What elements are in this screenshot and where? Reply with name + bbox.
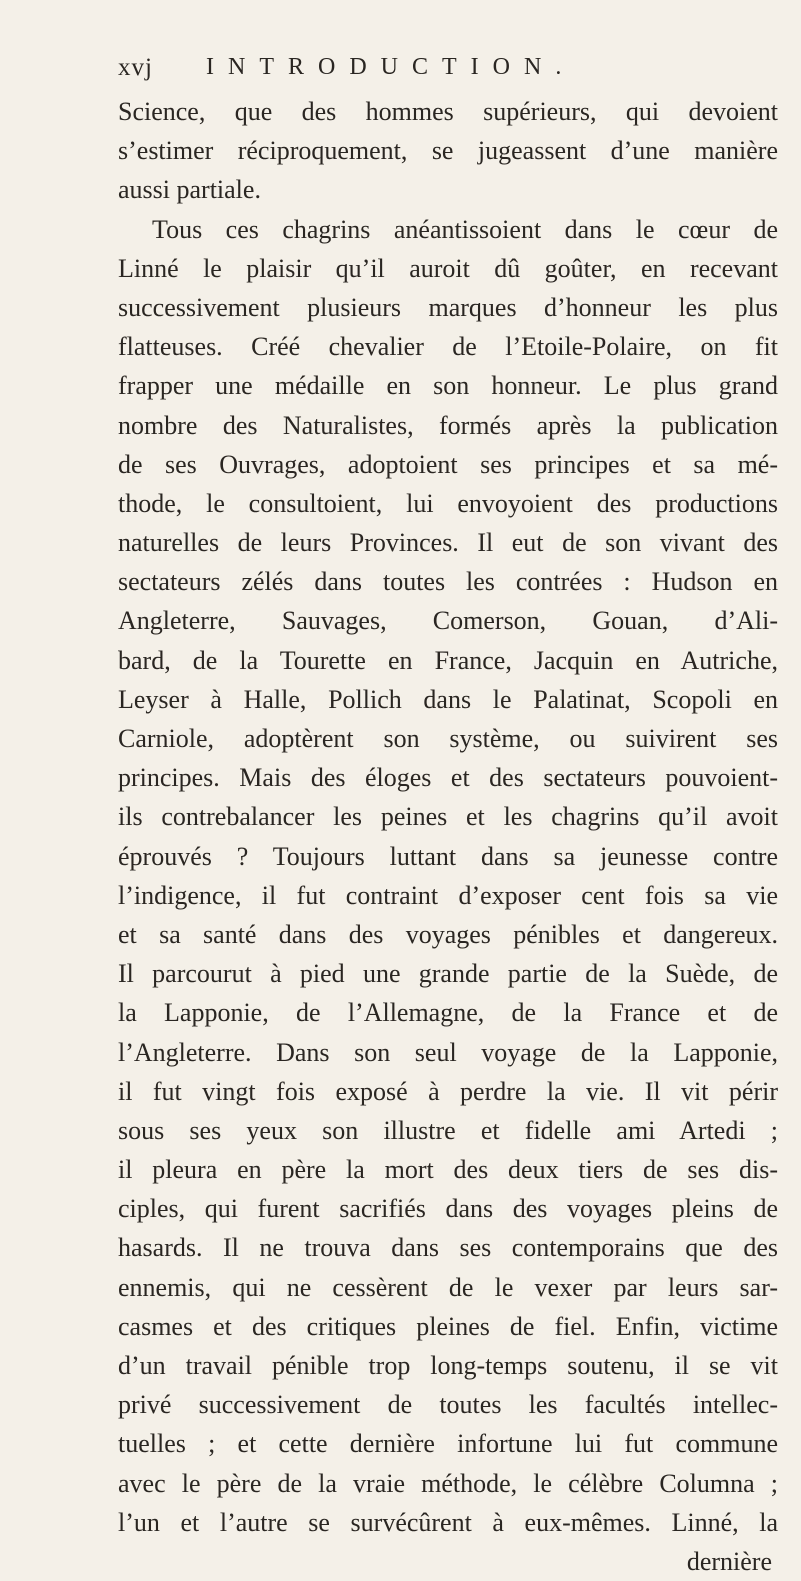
text-line: l’Angleterre. Dans son seul voyage de la Lapponie, — [118, 1037, 778, 1067]
page-header — [118, 54, 718, 86]
text-line: naturelles de leurs Provinces. Il eut de son vivant des — [118, 528, 778, 558]
text-line: l’indigence, il fut contraint d’exposer cent fois sa vie — [118, 880, 778, 910]
text-line: il pleura en père la mort des deux tiers de ses dis- — [118, 1155, 778, 1185]
text-line: hasards. Il ne trouva dans ses contemporains que des — [118, 1233, 778, 1263]
text-line: d’un travail pénible trop long-temps soutenu, il se vit — [118, 1351, 778, 1380]
text-line: il fut vingt fois exposé à perdre la vie. Il vit périr — [118, 1076, 778, 1106]
text-line: Il parcourut à pied une grande partie de la Suède, de — [118, 959, 778, 989]
text-line: privé successivement de toutes les facultés intellec- — [118, 1390, 778, 1420]
text-line: Leyser à Halle, Pollich dans le Palatinat, Scopoli en — [118, 684, 778, 714]
text-line: flatteuses. Créé chevalier de l’Etoile-Polaire, on fit — [118, 332, 778, 362]
text-line: casmes et des critiques pleines de fiel. Enfin, victime — [118, 1311, 778, 1341]
body-text — [118, 92, 778, 1581]
text-line: de ses Ouvrages, adoptoient ses principes et sa mé- — [118, 449, 778, 479]
text-line: éprouvés ? Toujours luttant dans sa jeunesse contre — [118, 841, 778, 871]
text-line: s’estimer réciproquement, se jugeassent d’une manière — [118, 136, 778, 166]
text-line: thode, le consultoient, lui envoyoient des productions — [118, 488, 778, 518]
page-number: xvj — [118, 54, 153, 81]
text-line: ils contrebalancer les peines et les chagrins qu’il avoit — [118, 802, 778, 832]
text-line: avec le père de la vraie méthode, le célèbre Columna ; — [118, 1468, 778, 1498]
text-line: bard, de la Tourette en France, Jacquin en Autriche, — [118, 645, 778, 675]
text-line: tuelles ; et cette dernière infortune lui fut commune — [118, 1429, 778, 1459]
catchword: dernière — [686, 1546, 772, 1576]
text-line: principes. Mais des éloges et des sectateurs pouvoient- — [118, 763, 778, 793]
text-line: sous ses yeux son illustre et fidelle ami Artedi ; — [118, 1115, 778, 1145]
text-line: successivement plusieurs marques d’honneur les plus — [118, 292, 778, 322]
text-line: la Lapponie, de l’Allemagne, de la France et de — [118, 998, 778, 1028]
text-line: frapper une médaille en son honneur. Le plus grand — [118, 371, 778, 401]
text-line: aussi partiale. — [118, 175, 261, 205]
text-line: nombre des Naturalistes, formés après la publication — [118, 410, 778, 440]
text-line: ennemis, qui ne cessèrent de le vexer par leurs sar- — [118, 1272, 778, 1302]
text-line: Tous ces chagrins anéantissoient dans le cœur de — [152, 214, 778, 244]
text-line: sectateurs zélés dans toutes les contrées : Hudson en — [118, 567, 778, 597]
text-line: et sa santé dans des voyages pénibles et dangereux. — [118, 919, 778, 949]
text-line: Linné le plaisir qu’il auroit dû goûter, en recevant — [118, 253, 778, 283]
text-line: ciples, qui furent sacrifiés dans des voyages pleins de — [118, 1194, 778, 1224]
running-head: INTRODUCTION. — [206, 54, 576, 80]
text-line: Angleterre, Sauvages, Comerson, Gouan, d’Ali- — [118, 606, 778, 636]
text-line: Carniole, adoptèrent son système, ou suivirent ses — [118, 724, 778, 753]
text-line: l’un et l’autre se survécûrent à eux-mêmes. Linné, la — [118, 1507, 778, 1537]
text-line: Science, que des hommes supérieurs, qui devoient — [118, 97, 778, 126]
